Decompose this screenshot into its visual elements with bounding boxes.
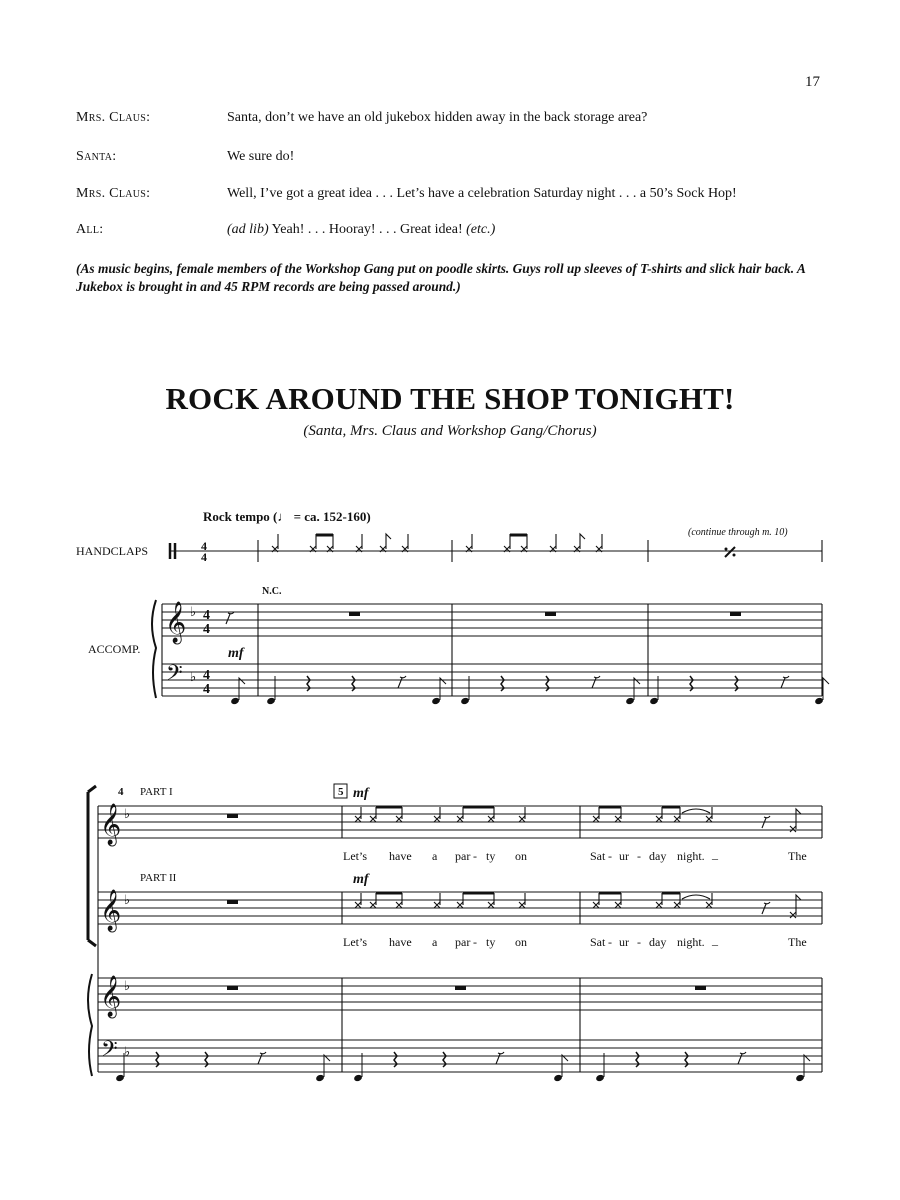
- grand-staff-brace: [152, 600, 156, 698]
- svg-text:4: 4: [201, 539, 207, 553]
- page-number: 17: [805, 74, 820, 90]
- flat-key-signature-icon: ♭: [124, 1045, 131, 1060]
- bass-clef-icon: 𝄢: [101, 1037, 118, 1067]
- svg-text:4: 4: [203, 668, 210, 683]
- flat-key-signature-icon: ♭: [124, 807, 131, 822]
- eighth-rest-icon: [226, 612, 234, 624]
- svg-text:have: have: [389, 849, 412, 863]
- vocal-rhythm: [355, 807, 801, 832]
- svg-text:-: -: [637, 935, 641, 949]
- svg-text:_: _: [712, 933, 718, 947]
- rehearsal-mark: 5: [338, 786, 344, 798]
- dynamic-marking: mf: [353, 786, 369, 801]
- flat-key-signature-icon: ♭: [124, 893, 131, 908]
- handclaps-staff: [170, 540, 822, 562]
- svg-text:Sat: Sat: [590, 935, 606, 949]
- handclaps-label: HANDCLAPS: [76, 544, 149, 558]
- speaker-name: Santa:: [76, 149, 117, 164]
- flat-key-signature-icon: ♭: [190, 605, 197, 620]
- svg-text:-: -: [473, 849, 477, 863]
- svg-text:-: -: [473, 935, 477, 949]
- svg-text:4: 4: [203, 622, 210, 637]
- speaker-name: All:: [76, 222, 104, 237]
- svg-text:ur: ur: [619, 849, 629, 863]
- song-subtitle: (Santa, Mrs. Claus and Workshop Gang/Chorus): [303, 423, 597, 439]
- svg-text:The: The: [788, 849, 807, 863]
- svg-text:night.: night.: [677, 935, 705, 949]
- lyrics-part1: [343, 847, 807, 863]
- choir-bracket: [88, 786, 96, 946]
- svg-text:4: 4: [203, 608, 210, 623]
- bass-pickup: [230, 678, 245, 705]
- treble-clef-icon: 𝄞: [100, 976, 122, 1017]
- stage-direction: (As music begins, female members of the Workshop Gang put on poodle skirts. Guys roll up sleeves of T-shirts and slick hair back. A Jukebox is brought in and 45 RPM records are being passed around.): [76, 261, 806, 294]
- grand-staff-brace: [88, 974, 92, 1076]
- svg-text:Sat: Sat: [590, 849, 606, 863]
- svg-text:4: 4: [203, 682, 210, 697]
- svg-text:-: -: [637, 849, 641, 863]
- dialogue-text: We sure do!: [227, 149, 295, 164]
- part1-label: PART I: [140, 786, 173, 798]
- treble-clef-icon: 𝄞: [100, 890, 122, 931]
- svg-text:ty: ty: [486, 935, 496, 949]
- part1-staff: [98, 806, 822, 838]
- etc-direction: (etc.): [466, 222, 496, 237]
- flat-key-signature-icon: ♭: [190, 670, 197, 685]
- svg-text:night.: night.: [677, 849, 705, 863]
- bass-line: [115, 1052, 330, 1082]
- dynamic-marking: mf: [353, 872, 369, 887]
- accomp-treble-staff: [162, 604, 822, 636]
- svg-text:-: -: [608, 935, 612, 949]
- svg-text:on: on: [515, 935, 527, 949]
- treble-clef-icon: 𝄞: [165, 602, 187, 643]
- svg-text:ur: ur: [619, 935, 629, 949]
- treble-clef-icon: 𝄞: [100, 804, 122, 845]
- clap-rhythm: [272, 534, 408, 552]
- no-chord-marking: N.C.: [262, 586, 282, 597]
- accomp-bass-staff: [98, 1040, 822, 1072]
- part2-staff: [98, 892, 822, 924]
- accomp-bass-staff: [162, 664, 822, 696]
- svg-text:par: par: [455, 935, 471, 949]
- measure-number: 4: [118, 786, 124, 798]
- time-signature: [201, 539, 207, 564]
- ad-lib-direction: (ad lib): [227, 222, 269, 237]
- song-title: ROCK AROUND THE SHOP TONIGHT!: [165, 381, 735, 416]
- svg-text:on: on: [515, 849, 527, 863]
- accomp-treble-staff: [98, 978, 822, 1010]
- whole-rests: [349, 612, 741, 616]
- bass-clef-icon: 𝄢: [166, 661, 183, 691]
- svg-text:Let’s: Let’s: [343, 849, 367, 863]
- whole-rests: [227, 814, 706, 990]
- svg-text:day: day: [649, 935, 667, 949]
- barlines: [162, 604, 822, 696]
- svg-text:-: -: [608, 849, 612, 863]
- ad-lib-text: Yeah! . . . Hooray! . . . Great idea!: [268, 222, 467, 237]
- svg-text:a: a: [432, 935, 438, 949]
- svg-text:Let’s: Let’s: [343, 935, 367, 949]
- speaker-name: Mrs. Claus:: [76, 186, 151, 201]
- time-signature: [203, 608, 210, 697]
- svg-text:par: par: [455, 849, 471, 863]
- svg-text:have: have: [389, 935, 412, 949]
- svg-text:day: day: [649, 849, 667, 863]
- flat-key-signature-icon: ♭: [124, 979, 131, 994]
- svg-text:The: The: [788, 935, 807, 949]
- dynamic-marking: mf: [228, 646, 244, 661]
- svg-text:a: a: [432, 849, 438, 863]
- part2-label: PART II: [140, 872, 177, 884]
- tempo-marking: Rock tempo (♩ = ca. 152-160): [203, 509, 371, 524]
- svg-text:ty: ty: [486, 849, 496, 863]
- accomp-label: ACCOMP.: [88, 642, 141, 656]
- lyrics-part2: [343, 933, 807, 949]
- continue-note: (continue through m. 10): [688, 527, 788, 538]
- speaker-name: Mrs. Claus:: [76, 110, 151, 125]
- dialogue-text: Santa, don’t we have an old jukebox hidden away in the back storage area?: [227, 110, 648, 125]
- svg-text:4: 4: [201, 550, 207, 564]
- svg-text:_: _: [712, 847, 718, 861]
- dialogue-text: Well, I’ve got a great idea . . . Let’s have a celebration Saturday night . . . a 50’s Sock Hop!: [227, 186, 737, 201]
